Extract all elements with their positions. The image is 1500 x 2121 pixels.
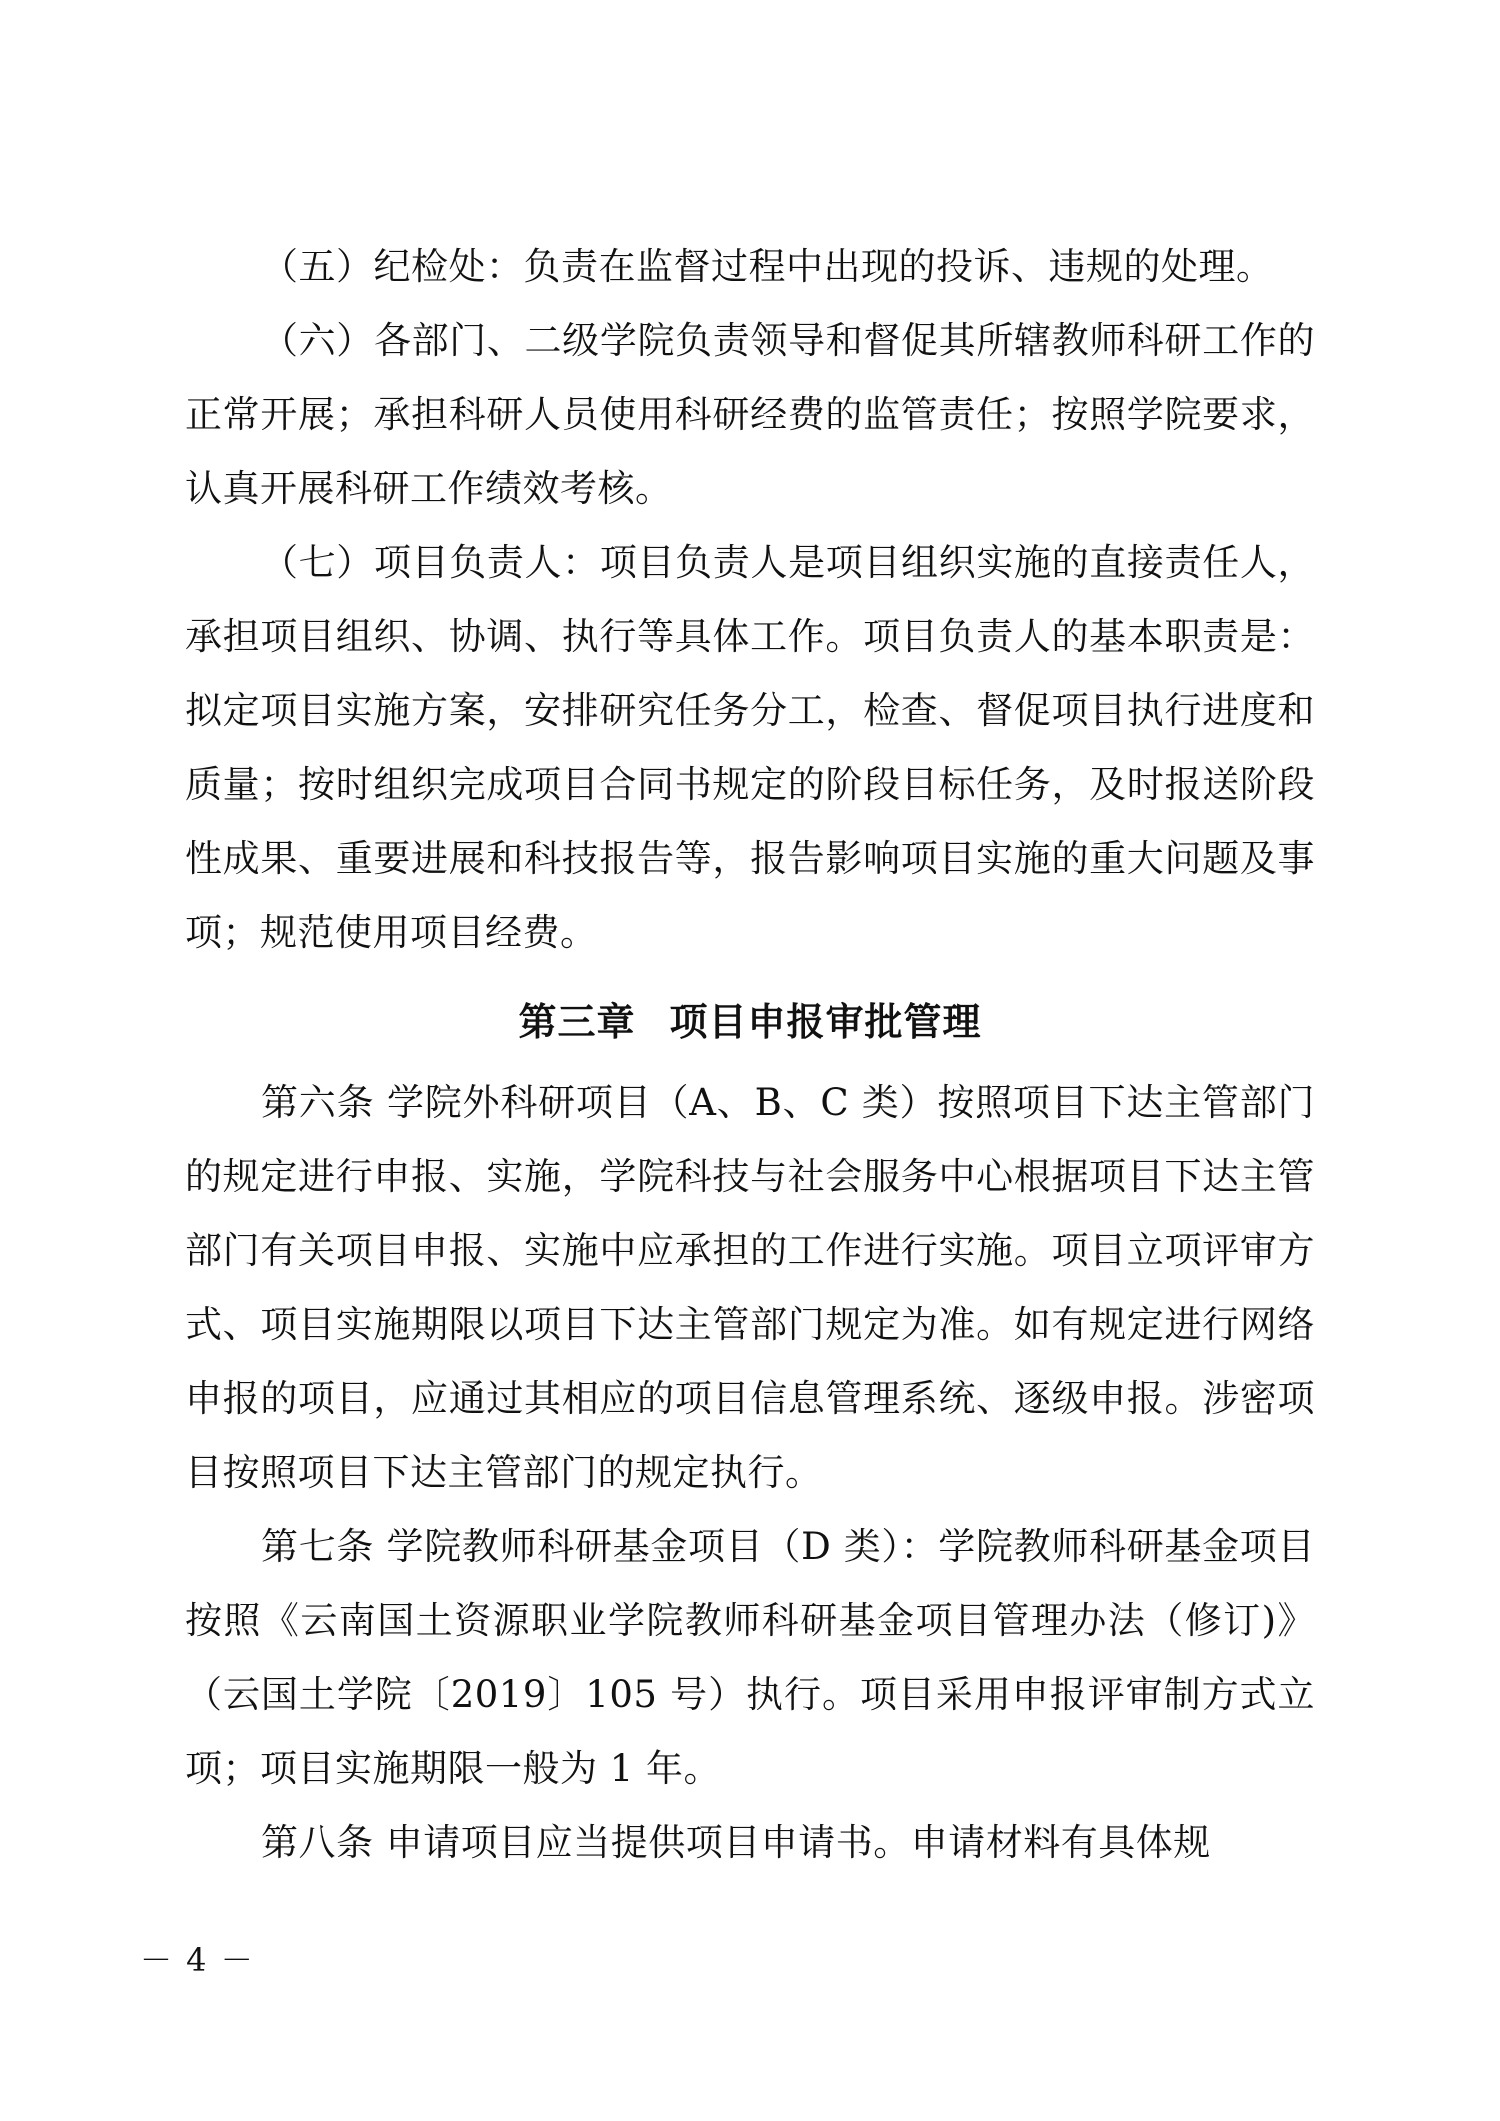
article-six: 第六条 学院外科研项目（A、B、C 类）按照项目下达主管部门的规定进行申报、实施，学院科技与社会服务中心根据项目下达主管部门有关项目申报、实施中应承担的工作进行实施。项目立项评审方式、项目实施期限以项目下达主管部门规定为准。如有规定进行网络申报的项目，应通过其相应的项目信息管理系统、逐级申报。涉密项目按照项目下达主管部门的规定执行。 bbox=[185, 1081, 1315, 1494]
article-seven: 第七条 学院教师科研基金项目（D 类）：学院教师科研基金项目按照《云南国土资源职业学院教师科研基金项目管理办法（修订)》（云国土学院〔2019〕105 号）执行。项目采用申报评审制方式立项；项目实施期限一般为 1 年。 bbox=[185, 1525, 1315, 1790]
paragraph-item-5: （五）纪检处：负责在监督过程中出现的投诉、违规的处理。 bbox=[261, 245, 1274, 288]
chapter-number: 第三章 bbox=[518, 1000, 636, 1044]
page-number: － 4 － bbox=[140, 1941, 255, 1979]
paragraph-item-7: （七）项目负责人：项目负责人是项目组织实施的直接责任人，承担项目组织、协调、执行等具体工作。项目负责人的基本职责是：拟定项目实施方案，安排研究任务分工，检查、督促项目执行进度和质量；按时组织完成项目合同书规定的阶段目标任务，及时报送阶段性成果、重要进展和科技报告等，报告影响项目实施的重大问题及事项；规范使用项目经费。 bbox=[185, 541, 1315, 954]
page-body bbox=[185, 230, 1315, 1880]
chapter-heading bbox=[185, 984, 1315, 1060]
paragraph-item-6: （六）各部门、二级学院负责领导和督促其所辖教师科研工作的正常开展；承担科研人员使用科研经费的监管责任；按照学院要求，认真开展科研工作绩效考核。 bbox=[185, 319, 1315, 510]
article-eight: 第八条 申请项目应当提供项目申请书。申请材料有具体规 bbox=[261, 1821, 1211, 1864]
chapter-title-text: 项目申报审批管理 bbox=[669, 1000, 982, 1044]
